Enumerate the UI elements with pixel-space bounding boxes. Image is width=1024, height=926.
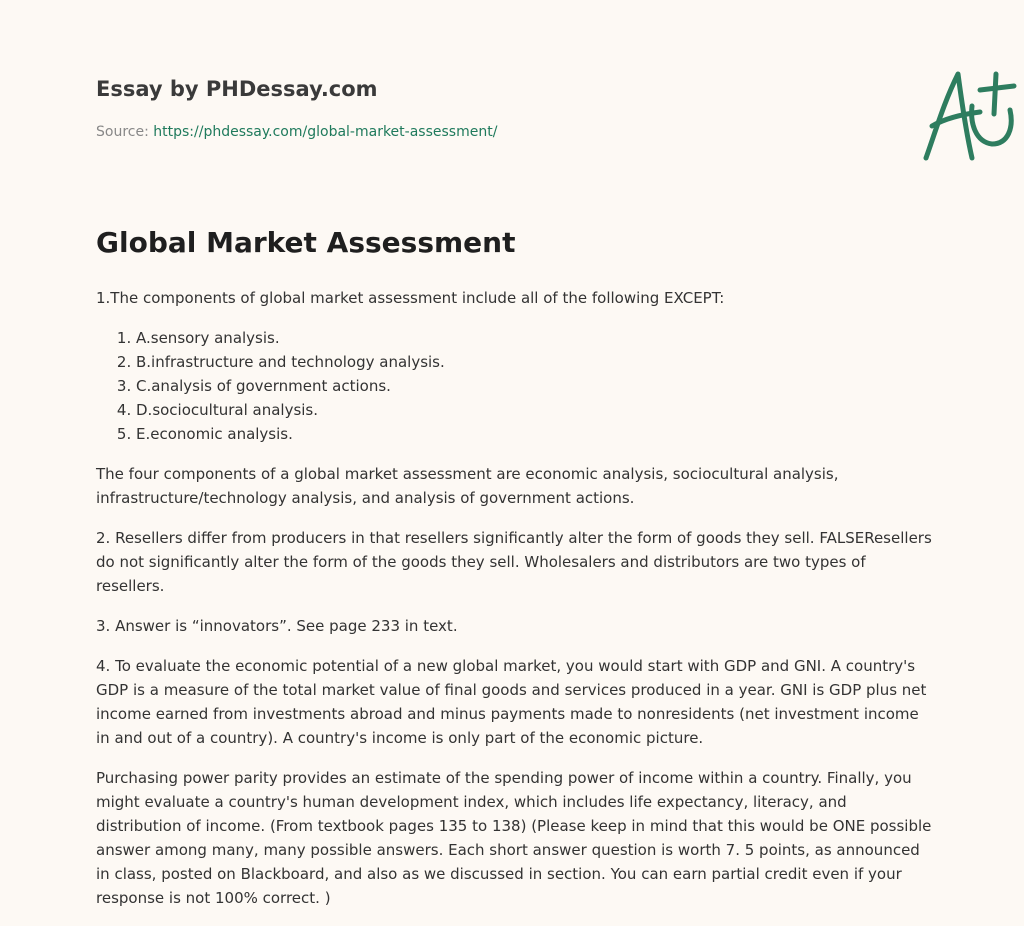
answer-option-a: 1. A.sensory analysis. <box>136 326 932 350</box>
source-label: Source: <box>96 124 154 140</box>
paragraph-purchasing-power: Purchasing power parity provides an estimate of the spending power of income within a country. Finally, you might evaluate a country's human development index, which includes life expectancy, literacy, and distribution of income. (From textbook pages 135 to 138) (Please keep in mind that this would be ONE possible answer among many, many possible answers. Each short answer question is worth 7. 5 points, as announced in class, posted on Blackboard, and also as we discussed in section. You can earn partial credit even if your response is not 100% correct. ) <box>96 769 932 907</box>
page-title: Global Market Assessment <box>96 226 516 259</box>
answer-options-list <box>96 326 932 446</box>
answer-option-d: 4. D.sociocultural analysis. <box>136 398 932 422</box>
paragraph-question-3: 3. Answer is “innovators”. See page 233 in text. <box>96 617 458 635</box>
source-line <box>96 124 497 140</box>
answer-option-b: 2. B.infrastructure and technology analysis. <box>136 350 932 374</box>
paragraph-question-2: 2. Resellers differ from producers in that resellers significantly alter the form of goods they sell. FALSEResellers do not significantly alter the form of the goods they sell. Wholesalers and distributors are two types of resellers. <box>96 529 932 595</box>
source-link[interactable]: https://phdessay.com/global-market-assessment/ <box>153 124 498 140</box>
essay-body <box>96 286 932 926</box>
answer-option-e: 5. E.economic analysis. <box>136 422 932 446</box>
answer-option-c: 3. C.analysis of government actions. <box>136 374 932 398</box>
site-brand: Essay by PHDessay.com <box>96 77 378 101</box>
a-plus-logo-icon <box>914 68 1024 164</box>
question-1: 1.The components of global market assessment include all of the following EXCEPT: <box>96 289 725 307</box>
question-1-explanation: The four components of a global market assessment are economic analysis, sociocultural analysis, infrastructure/technology analysis, and analysis of government actions. <box>96 465 839 507</box>
paragraph-question-4: 4. To evaluate the economic potential of a new global market, you would start with GDP and GNI. A country's GDP is a measure of the total market value of final goods and services produced in a year. GNI is GDP plus net income earned from investments abroad and minus payments made to nonresidents (net investment income in and out of a country). A country's income is only part of the economic picture. <box>96 657 927 747</box>
